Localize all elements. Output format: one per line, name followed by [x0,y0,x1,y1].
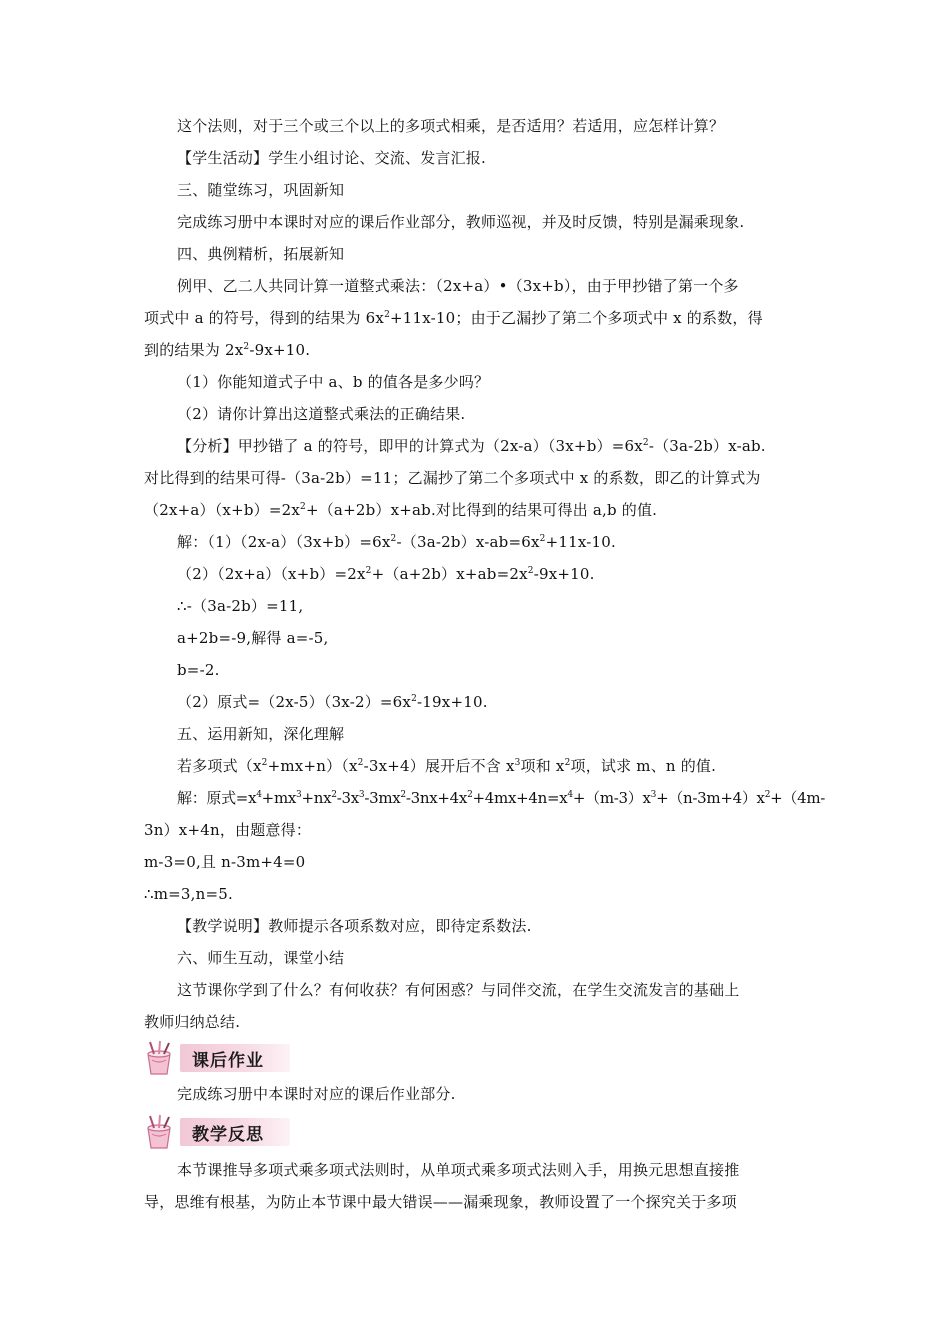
analysis-line: 【分析】甲抄错了 a 的符号，即甲的计算式为$(2x-a)(3x+b)=6x^2-(3a-2b)x-ab$. [177,437,766,455]
section-heading: 三、随堂练习，巩固新知 [177,181,345,199]
solution-line: a+2b=-9,解得 a=-5, [177,629,329,647]
solution-line: 3n）x+4n，由题意得： [144,821,312,839]
homework-banner [140,1040,290,1076]
paragraph-line: 【教学说明】教师提示各项系数对应，即待定系数法. [177,917,532,935]
paragraph-line: 若多项式$(x^2+mx+n)(x^2-3x+4)$展开后不含 $x^3$项和 $x^2$项，试求 m、n 的值. [177,757,717,775]
paragraph-line: 项式中 a 的符号，得到的结果为 $6x^2+11x-10$；由于乙漏抄了第二个多项式中 x 的系数，得 [144,309,763,327]
paragraph-line: 这个法则，对于三个或三个以上的多项式相乘，是否适用？若适用，应怎样计算？ [177,117,725,135]
solution-line: $(2)(2x+a)(x+b)=2x^2+(a+2b)x+ab=2x^2-9x+10$. [177,565,595,583]
reflection-banner [140,1114,290,1150]
section-heading: 四、典例精析，拓展新知 [177,245,345,263]
homework-title: 课后作业 [192,1051,264,1071]
reflection-title: 教学反思 [192,1125,264,1145]
paragraph-line: 到的结果为 $2x^2-9x+10$. [144,341,311,359]
solution-line: m-3=0,且 n-3m+4=0 [144,853,306,871]
paragraph-line: 导，思维有根基，为防止本节课中最大错误——漏乘现象，教师设置了一个探究关于多项 [144,1193,737,1211]
question-item: （2）请你计算出这道整式乘法的正确结果. [177,405,466,423]
paragraph-line: 完成练习册中本课时对应的课后作业部分，教师巡视，并及时反馈，特别是漏乘现象. [177,213,745,231]
question-item: （1）你能知道式子中 a、b 的值各是多少吗？ [177,373,490,391]
solution-line: 解：$(1)(2x-a)(3x+b)=6x^2-(3a-2b)x-ab=6x^2+11x-10$. [177,533,616,551]
paragraph-line: 教师归纳总结. [144,1013,241,1031]
paragraph-line: 例甲、乙二人共同计算一道整式乘法：（2x+a）•（3x+b），由于甲抄错了第一个多 [177,277,739,295]
paragraph-line: 这节课你学到了什么？有何收获？有何困惑？与同伴交流，在学生交流发言的基础上 [177,981,740,999]
solution-line: （2）原式$=(2x-5)(3x-2)=6x^2-19x+10$. [177,693,488,711]
analysis-line: 对比得到的结果可得-（3a-2b）=11；乙漏抄了第二个多项式中 x 的系数，即乙的计算式为 [144,469,761,487]
solution-line: ∴-（3a-2b）=11, [177,597,304,615]
solution-line: 解：原式$=x^4+mx^3+nx^2-3x^3-3mx^2-3nx+4x^2+4mx+4n=x^4+(m-3)x^3+(n-3m+4)x^2+(4m-$ [177,789,826,807]
pencil-cup-icon [140,1040,190,1076]
pencil-cup-icon [140,1114,190,1150]
paragraph-line: 本节课推导多项式乘多项式法则时，从单项式乘多项式法则入手，用换元思想直接推 [177,1161,740,1179]
solution-line: b=-2. [177,661,220,679]
analysis-line: $(2x+a)(x+b)=2x^2+(a+2b)x+ab$.对比得到的结果可得出 a,b 的值. [144,501,658,519]
solution-line: ∴m=3,n=5. [144,885,233,903]
section-heading: 五、运用新知，深化理解 [177,725,345,743]
paragraph-line: 完成练习册中本课时对应的课后作业部分. [177,1085,456,1103]
section-heading: 六、师生互动，课堂小结 [177,949,345,967]
paragraph-line: 【学生活动】学生小组讨论、交流、发言汇报. [177,149,486,167]
